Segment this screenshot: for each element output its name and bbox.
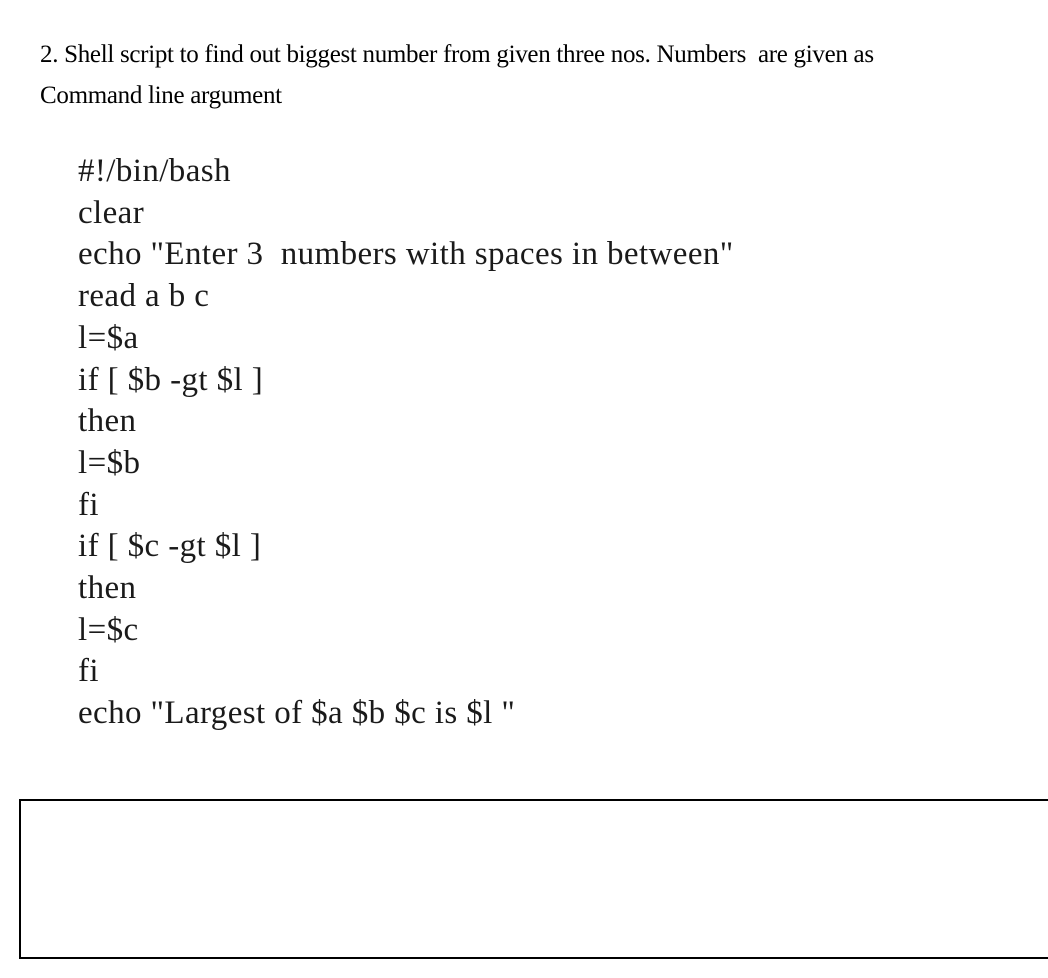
code-line: if [ $b -gt $l ] bbox=[78, 361, 264, 398]
code-line: fi bbox=[78, 486, 99, 523]
code-line: echo "Largest of $a $b $c is $l " bbox=[78, 695, 516, 732]
question-line-1: 2. Shell script to find out biggest number from given three nos. Numbers are given as bbox=[40, 41, 874, 68]
code-line: clear bbox=[78, 194, 145, 231]
question-heading bbox=[40, 34, 1030, 116]
code-line: fi bbox=[78, 653, 99, 690]
code-line: #!/bin/bash bbox=[78, 153, 231, 189]
code-line: then bbox=[78, 403, 137, 440]
code-line: read a b c bbox=[78, 278, 210, 315]
code-line: l=$c bbox=[78, 611, 139, 648]
question-line-2: Command line argument bbox=[40, 82, 282, 109]
code-line: then bbox=[78, 570, 137, 607]
output-box bbox=[19, 799, 1048, 959]
code-line: if [ $c -gt $l ] bbox=[78, 528, 262, 565]
code-line: echo "Enter 3 numbers with spaces in between" bbox=[78, 236, 734, 273]
code-line: l=$b bbox=[78, 444, 141, 481]
code-line: l=$a bbox=[78, 319, 139, 356]
shell-script-code-block bbox=[78, 151, 734, 735]
